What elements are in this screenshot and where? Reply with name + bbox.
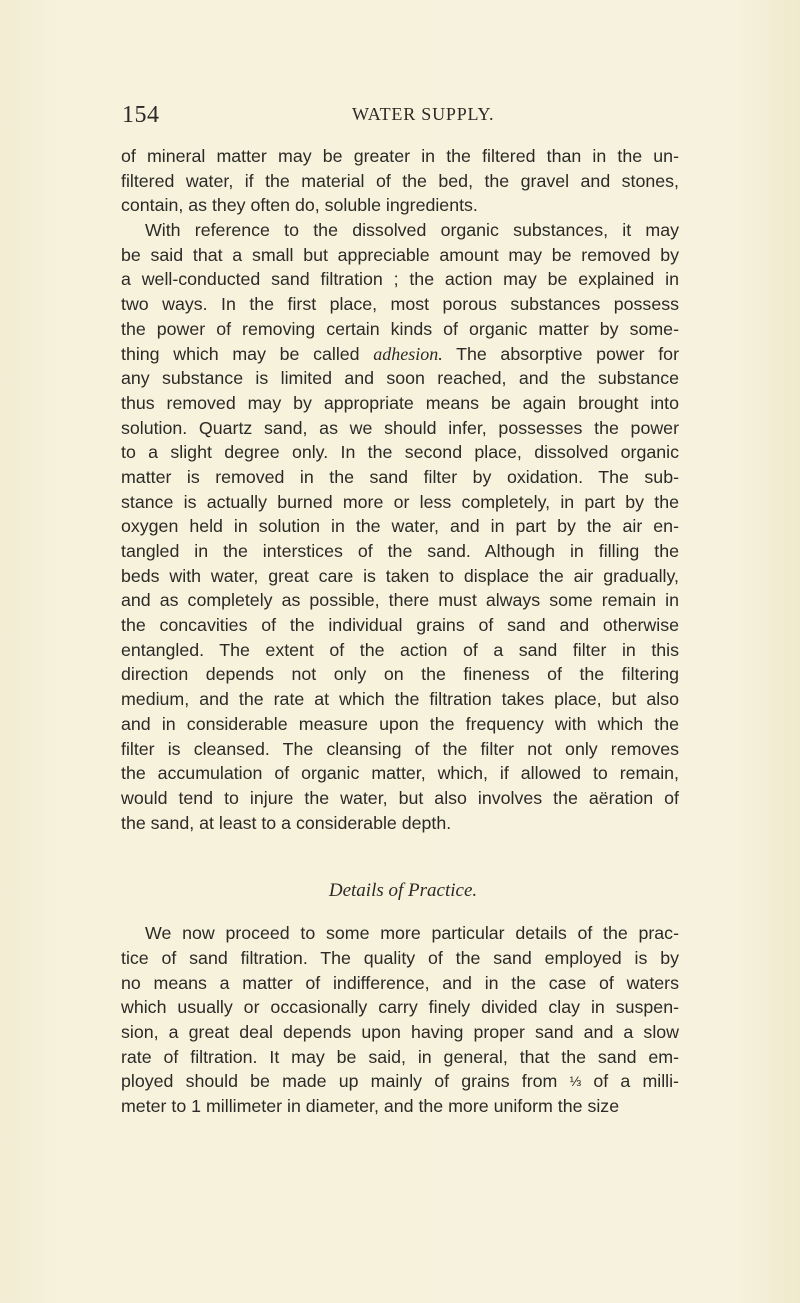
text-line: the concavities of the individual grains of sand and otherwise	[121, 615, 679, 636]
text-line: filter is cleansed. The cleansing of the filter not only removes	[121, 738, 679, 759]
text-line: matter is removed in the sand filter by oxidation. The sub-	[121, 466, 679, 487]
paragraph-details-of-practice	[121, 921, 679, 1119]
section-heading: Details of Practice.	[328, 880, 478, 902]
page-number: 154	[122, 102, 160, 128]
text-line: the sand, at least to a considerable depth.	[121, 812, 452, 833]
text-line: be said that a small but appreciable amount may be removed by	[121, 244, 679, 265]
paragraph-mineral-matter	[121, 144, 679, 218]
text-line: and in considerable measure upon the frequency with which the	[121, 713, 679, 734]
text-line: sion, a great deal depends upon having proper sand and a slow	[121, 1022, 679, 1042]
text-segment: ployed should be made up mainly of grains from	[121, 1071, 558, 1092]
text-line: We now proceed to some more particular details of the prac-	[145, 923, 679, 944]
text-line: to a slight degree only. In the second place, dissolved organic	[121, 442, 679, 463]
text-line: rate of filtration. It may be said, in general, that the sand em-	[121, 1046, 679, 1067]
text-line: which usually or occasionally carry finely divided clay in suspen-	[121, 997, 679, 1018]
text-line: tangled in the interstices of the sand. Although in filling the	[121, 541, 679, 561]
text-line-fraction	[121, 1069, 679, 1094]
section-spacer	[121, 835, 679, 877]
fraction-one-third: ⅓	[569, 1073, 582, 1090]
page-header	[122, 102, 662, 132]
text-line: stance is actually burned more or less completely, in part by the	[121, 491, 679, 512]
text-line: a well-conducted sand filtration ; the action may be explained in	[121, 269, 679, 290]
text-line: no means a matter of indifference, and in the case of waters	[121, 972, 679, 993]
text-line: thus removed may by appropriate means be again brought into	[121, 392, 679, 413]
text-line: direction depends not only on the fineness of the filtering	[121, 664, 679, 685]
running-title: WATER SUPPLY.	[352, 104, 495, 124]
text-line: tice of sand filtration. The quality of the sand employed is by	[121, 947, 679, 968]
paragraph-dissolved-organic-substances	[121, 218, 679, 835]
text-line: the accumulation of organic matter, which, if allowed to remain,	[121, 763, 679, 784]
text-segment: The absorptive power for	[456, 343, 679, 364]
text-line-adhesion	[121, 342, 679, 367]
text-line: the power of removing certain kinds of organic matter by some-	[121, 318, 679, 339]
text-segment: of a milli-	[593, 1071, 679, 1092]
text-line: beds with water, great care is taken to displace the air gradually,	[121, 565, 679, 586]
text-line: would tend to injure the water, but also involves the aëration of	[121, 787, 679, 808]
text-line: and as completely as possible, there must always some remain in	[121, 590, 679, 611]
italic-term-adhesion: adhesion.	[373, 343, 443, 364]
text-line: of mineral matter may be greater in the filtered than in the un-	[121, 146, 679, 166]
text-line: meter to 1 millimeter in diameter, and the more uniform the size	[121, 1096, 620, 1117]
text-segment: thing which may be called	[121, 343, 360, 364]
page-body	[121, 144, 679, 1119]
text-line: any substance is limited and soon reached, and the substance	[121, 368, 679, 389]
text-line: oxygen held in solution in the water, and in part by the air en-	[121, 516, 679, 537]
text-line: solution. Quartz sand, as we should infer, possesses the power	[121, 417, 679, 438]
text-line: medium, and the rate at which the filtration takes place, but also	[121, 689, 679, 710]
text-line: entangled. The extent of the action of a sand filter in this	[121, 639, 679, 660]
text-line: filtered water, if the material of the bed, the gravel and stones,	[121, 170, 679, 191]
text-line: contain, as they often do, soluble ingredients.	[121, 195, 478, 216]
text-line: With reference to the dissolved organic substances, it may	[145, 220, 679, 241]
text-line: two ways. In the first place, most porous substances possess	[121, 294, 679, 315]
